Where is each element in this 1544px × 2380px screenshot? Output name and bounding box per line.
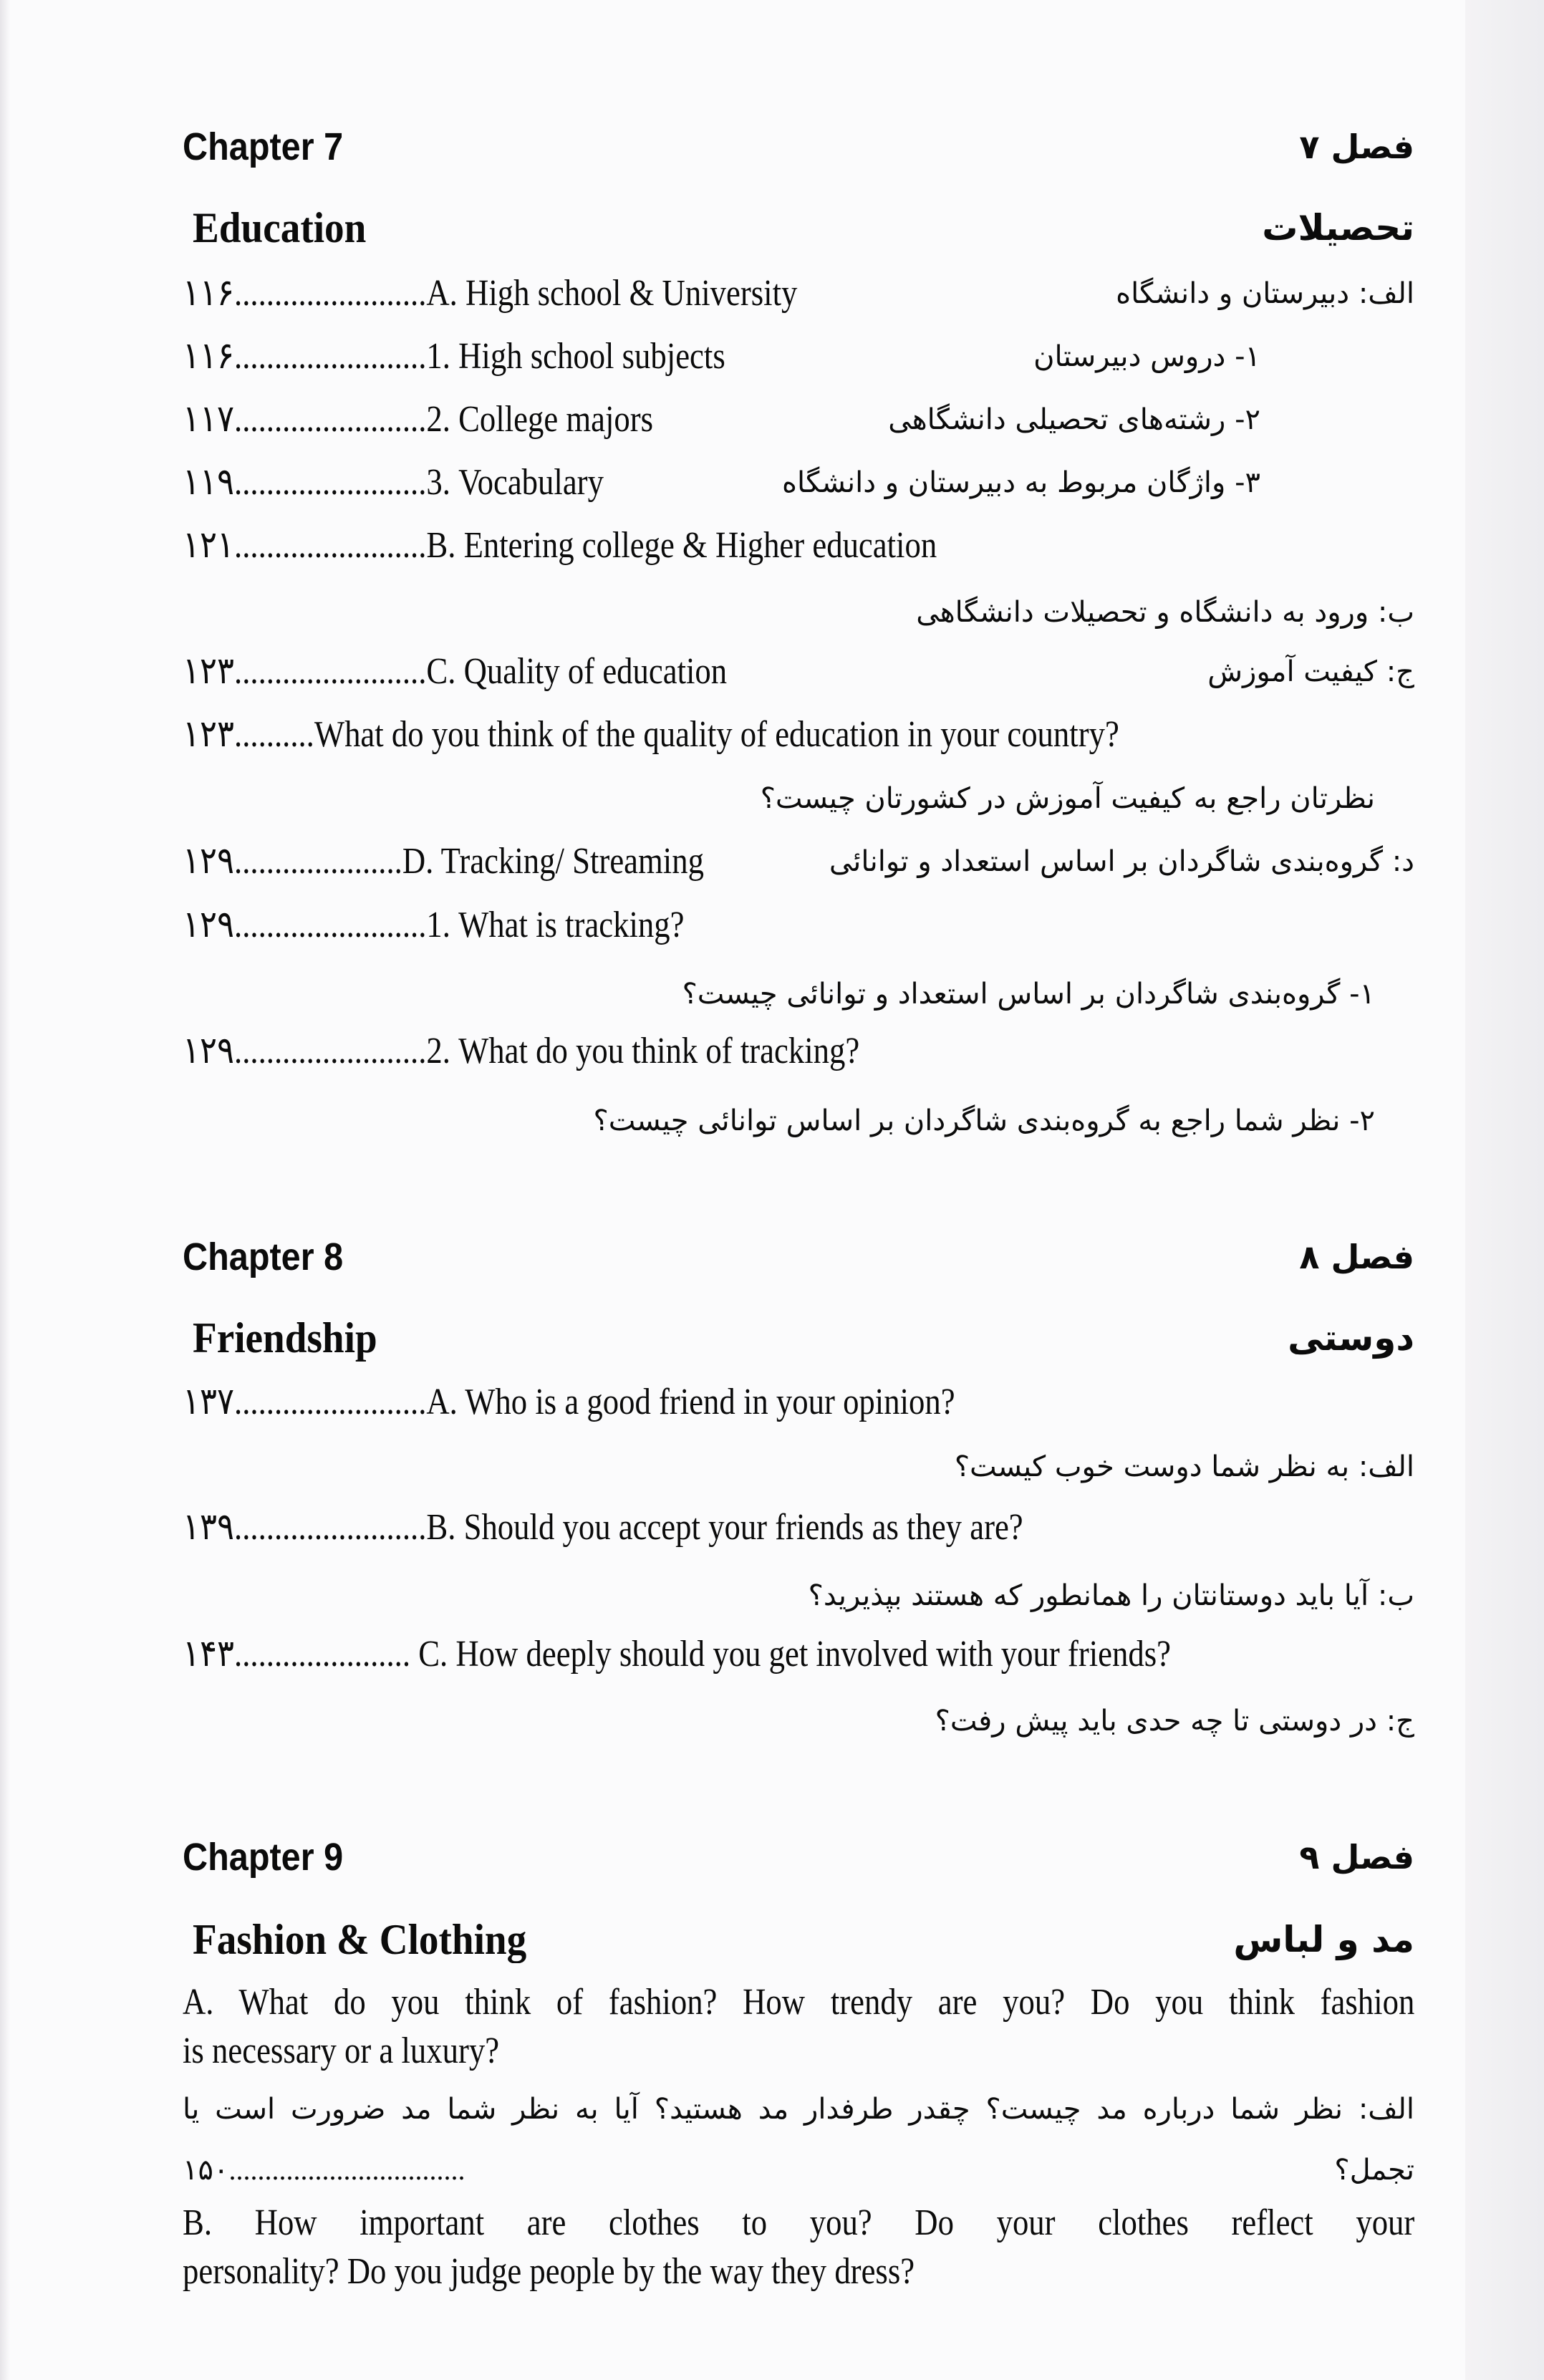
toc-entry[interactable] (183, 1567, 1414, 1624)
toc-entry[interactable] (183, 1023, 1414, 1080)
fashion-question-a-fa: الف: نظر شما درباره مد چیست؟ چقدر طرفدار مد هستید؟ آیا به نظر شما مد ضرورت است یا (183, 2093, 1414, 2126)
toc-entry[interactable] (183, 706, 1414, 763)
toc-entry-en: ۱۲۳..........What do you think of the quality of education in your country? (183, 714, 1119, 755)
toc-entry-fa: الف: دبیرستان و دانشگاه (1116, 277, 1414, 310)
toc-entry[interactable] (183, 454, 1414, 511)
chapter-title-fa: مد و لباس (1233, 1919, 1414, 1960)
toc-entry[interactable] (183, 391, 1414, 448)
page-right-edge (1465, 0, 1544, 2380)
toc-entry-en: ۱۳۹........................B. Should you accept your friends as they are? (183, 1507, 1023, 1548)
chapter-label-en: Chapter 9 (183, 1836, 344, 1879)
toc-entry[interactable] (183, 1438, 1414, 1495)
toc-entry-fa: ج: در دوستی تا چه حدی باید پیش رفت؟ (935, 1705, 1414, 1738)
chapter-9-heading (183, 1829, 1414, 1886)
toc-entry[interactable] (183, 897, 1414, 954)
chapter-label-fa: فصل ۸ (1299, 1238, 1414, 1276)
toc-entry[interactable] (183, 328, 1414, 385)
toc-entry[interactable] (183, 1499, 1414, 1556)
toc-entry-fa: نظرتان راجع به کیفیت آموزش در کشورتان چیست؟ (760, 782, 1375, 815)
chapter-label-fa: فصل ۷ (1299, 127, 1414, 166)
toc-entry[interactable] (183, 1092, 1414, 1150)
fashion-question-a-fa-end: تجمل؟ (1334, 2154, 1414, 2187)
toc-entry-en: ۱۱۹........................3. Vocabulary (183, 462, 604, 503)
toc-entry[interactable] (183, 1374, 1414, 1431)
toc-entry-en: ۱۴۳...................... C. How deeply should you get involved with your friends? (183, 1634, 1171, 1675)
toc-entry[interactable] (183, 965, 1414, 1023)
toc-entry-en: ۱۱۶........................1. High school subjects (183, 336, 725, 377)
page-left-edge (0, 0, 10, 2380)
chapter-title-en: Friendship (193, 1314, 377, 1362)
toc-entry-fa: ۳- واژگان مربوط به دبیرستان و دانشگاه (782, 466, 1260, 499)
chapter-8-title (183, 1309, 1414, 1367)
chapter-7-title (183, 199, 1414, 256)
toc-entry-fa: ۱- دروس دبیرستان (1033, 340, 1260, 373)
toc-entry-fa: الف: به نظر شما دوست خوب کیست؟ (954, 1450, 1414, 1483)
chapter-8-heading (183, 1228, 1414, 1286)
toc-entry[interactable] (183, 833, 1414, 890)
toc-entry-en: ۱۲۱........................B. Entering college & Higher education (183, 525, 937, 566)
chapter-7-heading (183, 118, 1414, 175)
toc-entry[interactable] (183, 770, 1414, 827)
toc-entry[interactable] (183, 643, 1414, 700)
toc-entry[interactable] (183, 584, 1414, 641)
toc-entry-en: ۱۲۹........................1. What is tracking? (183, 905, 685, 945)
page-ref: ۱۵۰................................. (183, 2154, 465, 2186)
toc-entry[interactable] (183, 517, 1414, 574)
toc-entry-fa: ج: کیفیت آموزش (1207, 655, 1414, 688)
paragraph-line: A. What do you think of fashion? How trendy are you? Do you think fashion (183, 1982, 1415, 2023)
toc-entry-fa: ۲- رشته‌های تحصیلی دانشگاهی (888, 403, 1260, 436)
chapter-title-fa: دوستی (1288, 1317, 1414, 1359)
toc-entry-en: ۱۳۷........................A. Who is a good friend in your opinion? (183, 1382, 955, 1422)
fashion-question-a[interactable] (183, 1978, 1414, 2076)
toc-entry[interactable] (183, 1692, 1414, 1750)
chapter-9-title (183, 1911, 1414, 1968)
toc-entry-fa: ب: آیا باید دوستانتان را همانطور که هستند بپذیرید؟ (808, 1579, 1414, 1612)
chapter-title-fa: تحصیلات (1262, 207, 1414, 249)
toc-entry-en: ۱۲۹........................2. What do you think of tracking? (183, 1031, 860, 1071)
chapter-label-fa: فصل ۹ (1299, 1838, 1414, 1876)
toc-entry-fa: ب: ورود به دانشگاه و تحصیلات دانشگاهی (916, 596, 1414, 629)
fashion-question-b[interactable] (183, 2199, 1414, 2296)
toc-entry-en: ۱۲۳........................C. Quality of education (183, 651, 728, 692)
toc-entry[interactable] (183, 1626, 1414, 1683)
chapter-label-en: Chapter 8 (183, 1235, 344, 1278)
toc-entry-en: ۱۲۹.....................D. Tracking/ Streaming (183, 841, 704, 882)
chapter-label-en: Chapter 7 (183, 125, 344, 168)
toc-entry[interactable] (183, 265, 1414, 322)
chapter-title-en: Education (193, 204, 367, 251)
paragraph-line: personality? Do you judge people by the way they dress? (183, 2251, 915, 2292)
toc-entry-fa: د: گروه‌بندی شاگردان بر اساس استعداد و توانائی (829, 845, 1414, 878)
chapter-title-en: Fashion & Clothing (193, 1916, 527, 1963)
toc-entry-en: ۱۱۶........................A. High school & University (183, 273, 798, 314)
paragraph-line: B. How important are clothes to you? Do your clothes reflect your (183, 2202, 1415, 2243)
toc-entry-fa: ۱- گروه‌بندی شاگردان بر اساس استعداد و توانائی چیست؟ (682, 978, 1375, 1011)
paragraph-line: is necessary or a luxury? (183, 2030, 500, 2071)
toc-entry-fa: ۲- نظر شما راجع به گروه‌بندی شاگردان بر اساس توانائی چیست؟ (593, 1104, 1375, 1137)
toc-entry-en: ۱۱۷........................2. College majors (183, 399, 654, 440)
